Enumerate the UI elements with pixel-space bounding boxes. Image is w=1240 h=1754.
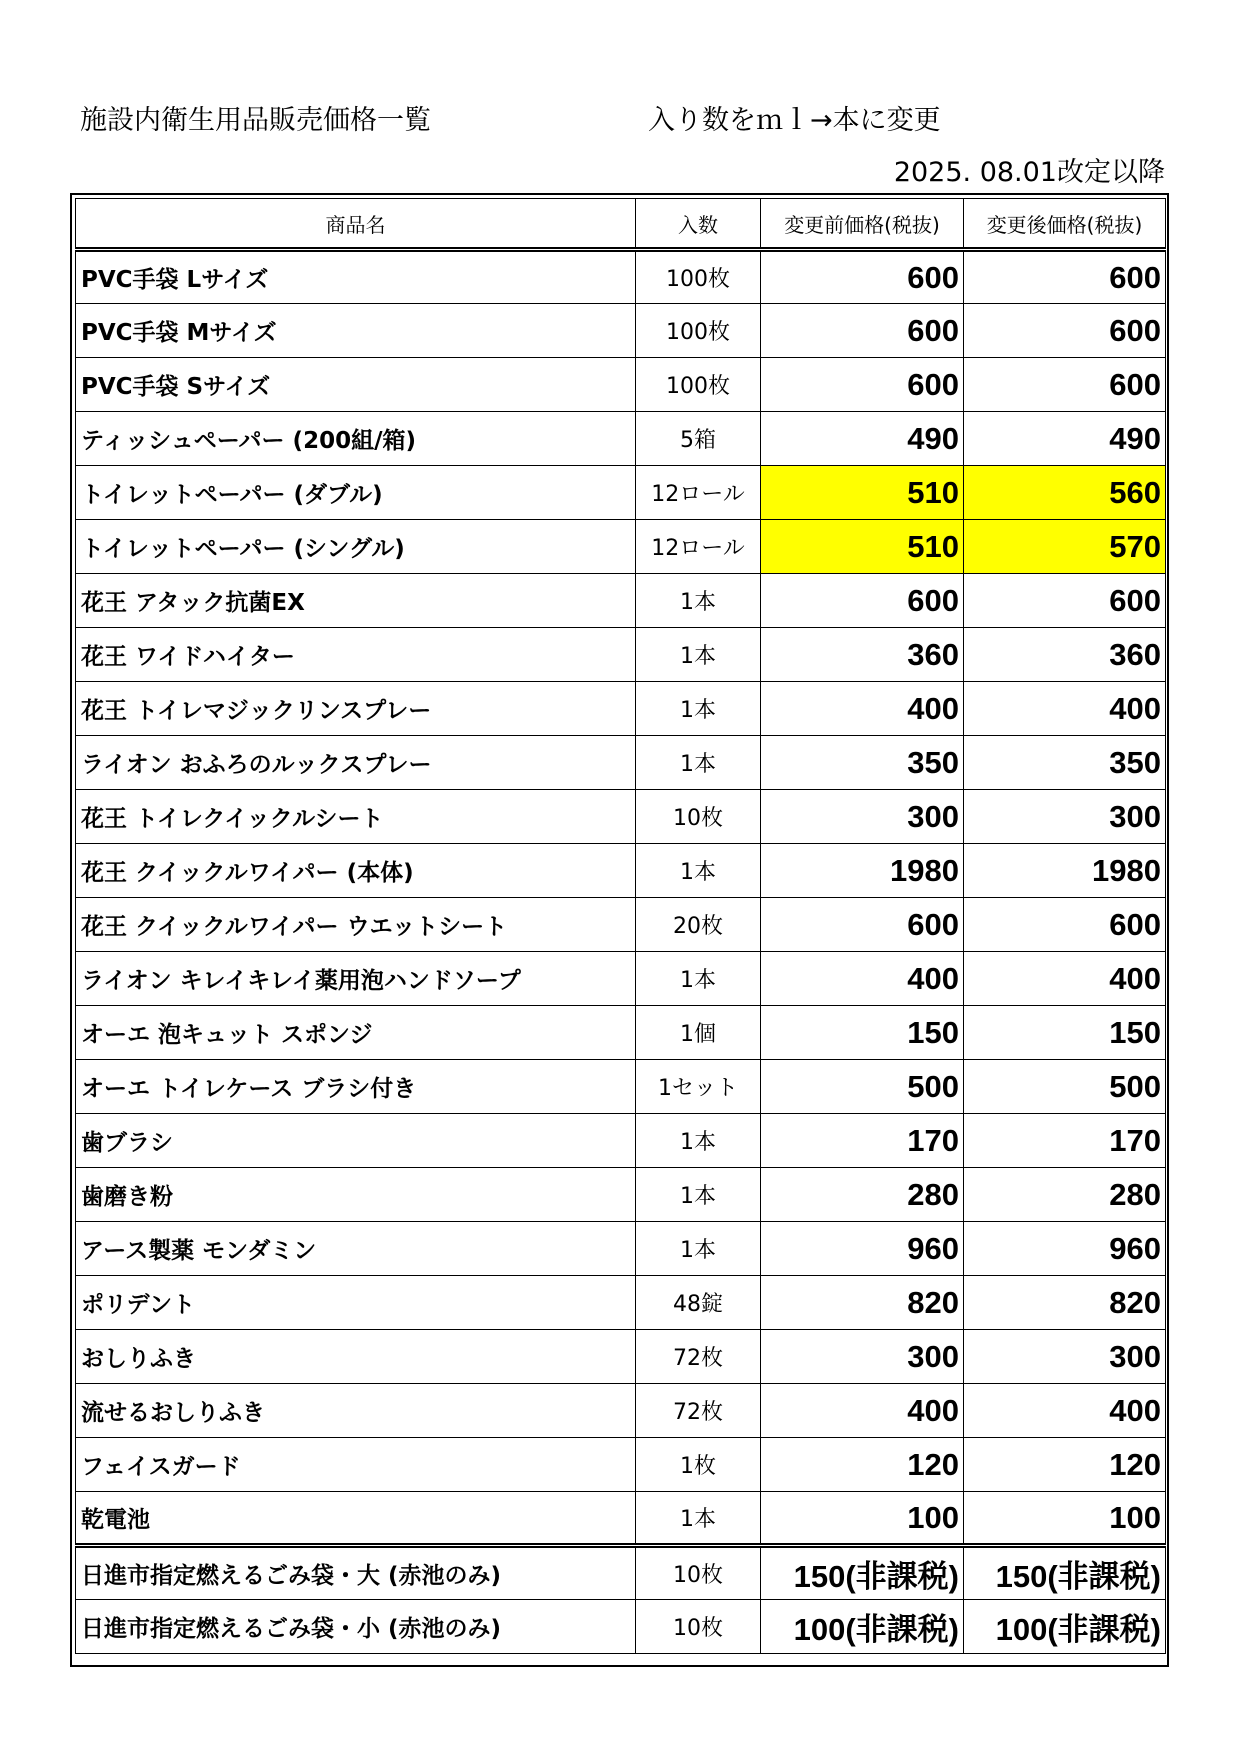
price-before: 490: [761, 412, 964, 466]
table-row: [76, 682, 1166, 736]
price-after: 600: [964, 304, 1166, 358]
price-before: 1980: [761, 844, 964, 898]
price-after: 150(非課税): [964, 1546, 1166, 1600]
table-row: [76, 1114, 1166, 1168]
price-after: 400: [964, 1384, 1166, 1438]
product-name: 歯ブラシ: [76, 1114, 636, 1168]
product-name: 花王 トイレマジックリンスプレー: [76, 682, 636, 736]
price-after: 600: [964, 250, 1166, 304]
product-name: 花王 クイックルワイパー (本体): [76, 844, 636, 898]
price-after: 170: [964, 1114, 1166, 1168]
product-name: PVC手袋 Mサイズ: [76, 304, 636, 358]
product-quantity: 1個: [636, 1006, 761, 1060]
price-before: 150(非課税): [761, 1546, 964, 1600]
table-row: [76, 574, 1166, 628]
column-header-price-before: 変更前価格(税抜): [761, 199, 964, 250]
price-before: 100(非課税): [761, 1600, 964, 1654]
price-after: 600: [964, 574, 1166, 628]
product-quantity: 1本: [636, 952, 761, 1006]
price-after: 100(非課税): [964, 1600, 1166, 1654]
price-after: 960: [964, 1222, 1166, 1276]
price-after: 300: [964, 790, 1166, 844]
product-quantity: 1枚: [636, 1438, 761, 1492]
product-quantity: 1セット: [636, 1060, 761, 1114]
price-after: 400: [964, 682, 1166, 736]
product-quantity: 12ロール: [636, 466, 761, 520]
price-table-frame: [70, 193, 1169, 1667]
revision-date: 2025. 08.01改定以降: [893, 157, 1165, 188]
product-name: ティッシュペーパー (200組/箱): [76, 412, 636, 466]
price-after: 100: [964, 1492, 1166, 1546]
price-after: 1980: [964, 844, 1166, 898]
table-row: [76, 250, 1166, 304]
price-after: 600: [964, 898, 1166, 952]
price-before: 600: [761, 574, 964, 628]
product-name: 日進市指定燃えるごみ袋・小 (赤池のみ): [76, 1600, 636, 1654]
product-quantity: 72枚: [636, 1330, 761, 1384]
product-name: ライオン キレイキレイ薬用泡ハンドソープ: [76, 952, 636, 1006]
price-after: 600: [964, 358, 1166, 412]
price-after: 350: [964, 736, 1166, 790]
price-after: 500: [964, 1060, 1166, 1114]
product-quantity: 100枚: [636, 304, 761, 358]
table-header-row: [76, 199, 1166, 250]
product-quantity: 1本: [636, 736, 761, 790]
column-header-name: 商品名: [76, 199, 636, 250]
price-before: 960: [761, 1222, 964, 1276]
price-before: 600: [761, 250, 964, 304]
product-name: 乾電池: [76, 1492, 636, 1546]
price-before: 360: [761, 628, 964, 682]
table-row: [76, 1006, 1166, 1060]
price-after: 400: [964, 952, 1166, 1006]
product-quantity: 1本: [636, 1222, 761, 1276]
price-before: 350: [761, 736, 964, 790]
product-quantity: 48錠: [636, 1276, 761, 1330]
product-quantity: 12ロール: [636, 520, 761, 574]
table-row: [76, 412, 1166, 466]
table-row: [76, 1330, 1166, 1384]
table-row: [76, 898, 1166, 952]
price-after: 120: [964, 1438, 1166, 1492]
price-before: 400: [761, 682, 964, 736]
product-name: 流せるおしりふき: [76, 1384, 636, 1438]
price-before: 600: [761, 358, 964, 412]
price-after: 560: [964, 466, 1166, 520]
table-row: [76, 844, 1166, 898]
table-row: [76, 358, 1166, 412]
product-name: オーエ 泡キュット スポンジ: [76, 1006, 636, 1060]
product-quantity: 10枚: [636, 790, 761, 844]
product-name: 花王 トイレクイックルシート: [76, 790, 636, 844]
price-before: 400: [761, 1384, 964, 1438]
product-name: おしりふき: [76, 1330, 636, 1384]
column-header-qty: 入数: [636, 199, 761, 250]
price-after: 300: [964, 1330, 1166, 1384]
product-quantity: 1本: [636, 1114, 761, 1168]
price-before: 100: [761, 1492, 964, 1546]
price-before: 500: [761, 1060, 964, 1114]
product-name: フェイスガード: [76, 1438, 636, 1492]
product-name: 花王 アタック抗菌EX: [76, 574, 636, 628]
product-quantity: 10枚: [636, 1546, 761, 1600]
table-row: [76, 520, 1166, 574]
price-before: 510: [761, 466, 964, 520]
price-before: 120: [761, 1438, 964, 1492]
column-header-price-after: 変更後価格(税抜): [964, 199, 1166, 250]
product-name: ポリデント: [76, 1276, 636, 1330]
price-after: 280: [964, 1168, 1166, 1222]
price-after: 150: [964, 1006, 1166, 1060]
price-before: 150: [761, 1006, 964, 1060]
product-quantity: 100枚: [636, 250, 761, 304]
table-row: [76, 1168, 1166, 1222]
price-before: 280: [761, 1168, 964, 1222]
product-quantity: 100枚: [636, 358, 761, 412]
price-before: 510: [761, 520, 964, 574]
product-name: 日進市指定燃えるごみ袋・大 (赤池のみ): [76, 1546, 636, 1600]
table-row: [76, 952, 1166, 1006]
product-quantity: 1本: [636, 1168, 761, 1222]
table-row: [76, 1546, 1166, 1600]
price-before: 400: [761, 952, 964, 1006]
table-row: [76, 1492, 1166, 1546]
table-row: [76, 466, 1166, 520]
price-before: 300: [761, 790, 964, 844]
product-quantity: 10枚: [636, 1600, 761, 1654]
product-quantity: 5箱: [636, 412, 761, 466]
product-name: オーエ トイレケース ブラシ付き: [76, 1060, 636, 1114]
table-row: [76, 628, 1166, 682]
product-name: PVC手袋 Lサイズ: [76, 250, 636, 304]
product-quantity: 1本: [636, 682, 761, 736]
product-quantity: 1本: [636, 844, 761, 898]
product-quantity: 20枚: [636, 898, 761, 952]
product-name: PVC手袋 Sサイズ: [76, 358, 636, 412]
product-quantity: 1本: [636, 628, 761, 682]
table-row: [76, 790, 1166, 844]
product-name: トイレットペーパー (ダブル): [76, 466, 636, 520]
product-name: トイレットペーパー (シングル): [76, 520, 636, 574]
table-row: [76, 1060, 1166, 1114]
table-row: [76, 736, 1166, 790]
price-before: 600: [761, 304, 964, 358]
price-after: 490: [964, 412, 1166, 466]
product-quantity: 72枚: [636, 1384, 761, 1438]
product-name: 花王 クイックルワイパー ウエットシート: [76, 898, 636, 952]
product-quantity: 1本: [636, 1492, 761, 1546]
price-after: 360: [964, 628, 1166, 682]
table-body: [76, 250, 1166, 1654]
product-name: 花王 ワイドハイター: [76, 628, 636, 682]
table-row: [76, 304, 1166, 358]
product-name: アース製薬 モンダミン: [76, 1222, 636, 1276]
price-table: [75, 198, 1166, 1654]
change-note: 入り数をｍｌ→本に変更: [648, 105, 941, 136]
product-quantity: 1本: [636, 574, 761, 628]
price-after: 570: [964, 520, 1166, 574]
product-name: 歯磨き粉: [76, 1168, 636, 1222]
table-row: [76, 1222, 1166, 1276]
page-title: 施設内衛生用品販売価格一覧: [80, 105, 431, 136]
table-row: [76, 1600, 1166, 1654]
price-before: 600: [761, 898, 964, 952]
table-row: [76, 1384, 1166, 1438]
price-after: 820: [964, 1276, 1166, 1330]
price-before: 300: [761, 1330, 964, 1384]
price-before: 820: [761, 1276, 964, 1330]
table-row: [76, 1276, 1166, 1330]
product-name: ライオン おふろのルックスプレー: [76, 736, 636, 790]
table-row: [76, 1438, 1166, 1492]
price-before: 170: [761, 1114, 964, 1168]
